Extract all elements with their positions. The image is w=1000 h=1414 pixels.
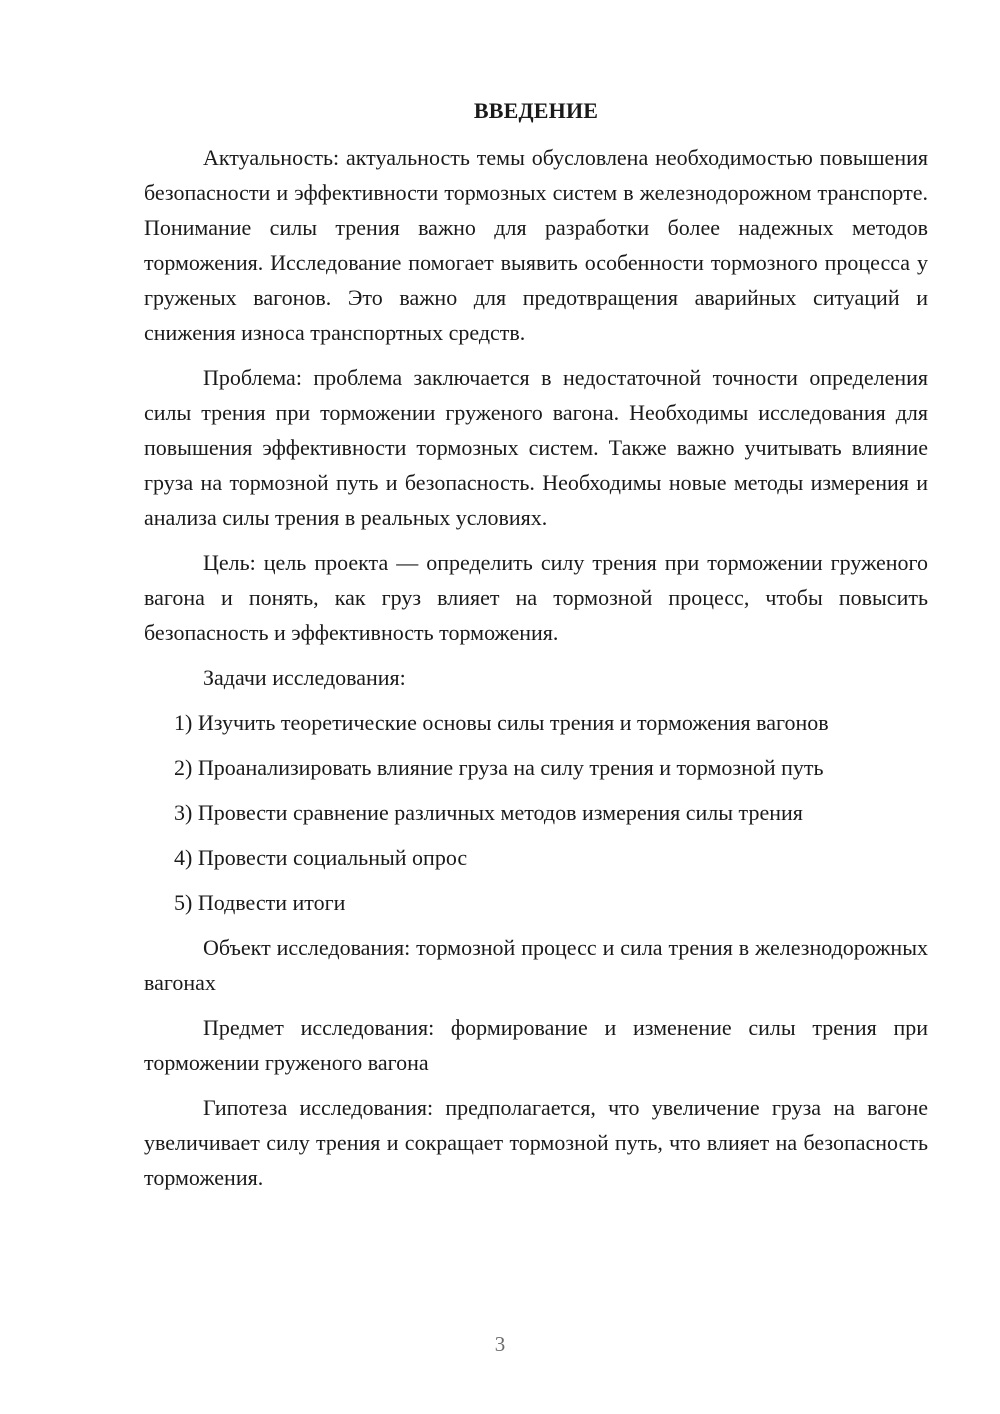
- task-item: 3) Провести сравнение различных методов измерения силы трения: [174, 800, 803, 825]
- task-item: 2) Проанализировать влияние груза на силу трения и тормозной путь: [174, 755, 824, 780]
- page-title: ВВЕДЕНИЕ: [473, 98, 599, 123]
- task-item: 4) Провести социальный опрос: [174, 845, 468, 870]
- paragraph-relevance: Актуальность: актуальность темы обусловлена необходимостью повышения безопасности и эффективности тормозных систем в железнодорожном транспорте. Понимание силы трения важно для разработки более надежных методов торможения. Исследование помогает выявить особенности тормозного процесса у груженых вагонов. Это важно для предотвращения аварийных ситуаций и снижения износа транспортных средств.: [144, 145, 928, 345]
- paragraph-goal: Цель: цель проекта — определить силу трения при торможении груженого вагона и понять, как груз влияет на тормозной процесс, чтобы повысить безопасность и эффективность торможения.: [144, 550, 928, 645]
- document-page: [144, 96, 928, 1205]
- task-item: 1) Изучить теоретические основы силы трения и торможения вагонов: [174, 710, 829, 735]
- paragraph-subject: Предмет исследования: формирование и изменение силы трения при торможении груженого вагона: [144, 1015, 928, 1075]
- tasks-heading: Задачи исследования:: [203, 665, 406, 690]
- page-number: 3: [494, 1332, 506, 1356]
- paragraph-problem: Проблема: проблема заключается в недостаточной точности определения силы трения при торможении груженого вагона. Необходимы исследования для повышения эффективности тормозных систем. Также важно учитывать влияние груза на тормозной путь и безопасность. Необходимы новые методы измерения и анализа силы трения в реальных условиях.: [144, 365, 928, 530]
- paragraph-object: Объект исследования: тормозной процесс и сила трения в железнодорожных вагонах: [144, 935, 928, 995]
- paragraph-hypothesis: Гипотеза исследования: предполагается, что увеличение груза на вагоне увеличивает силу трения и сокращает тормозной путь, что влияет на безопасность торможения.: [144, 1095, 928, 1190]
- task-item: 5) Подвести итоги: [174, 890, 346, 915]
- tasks-list: [144, 705, 928, 920]
